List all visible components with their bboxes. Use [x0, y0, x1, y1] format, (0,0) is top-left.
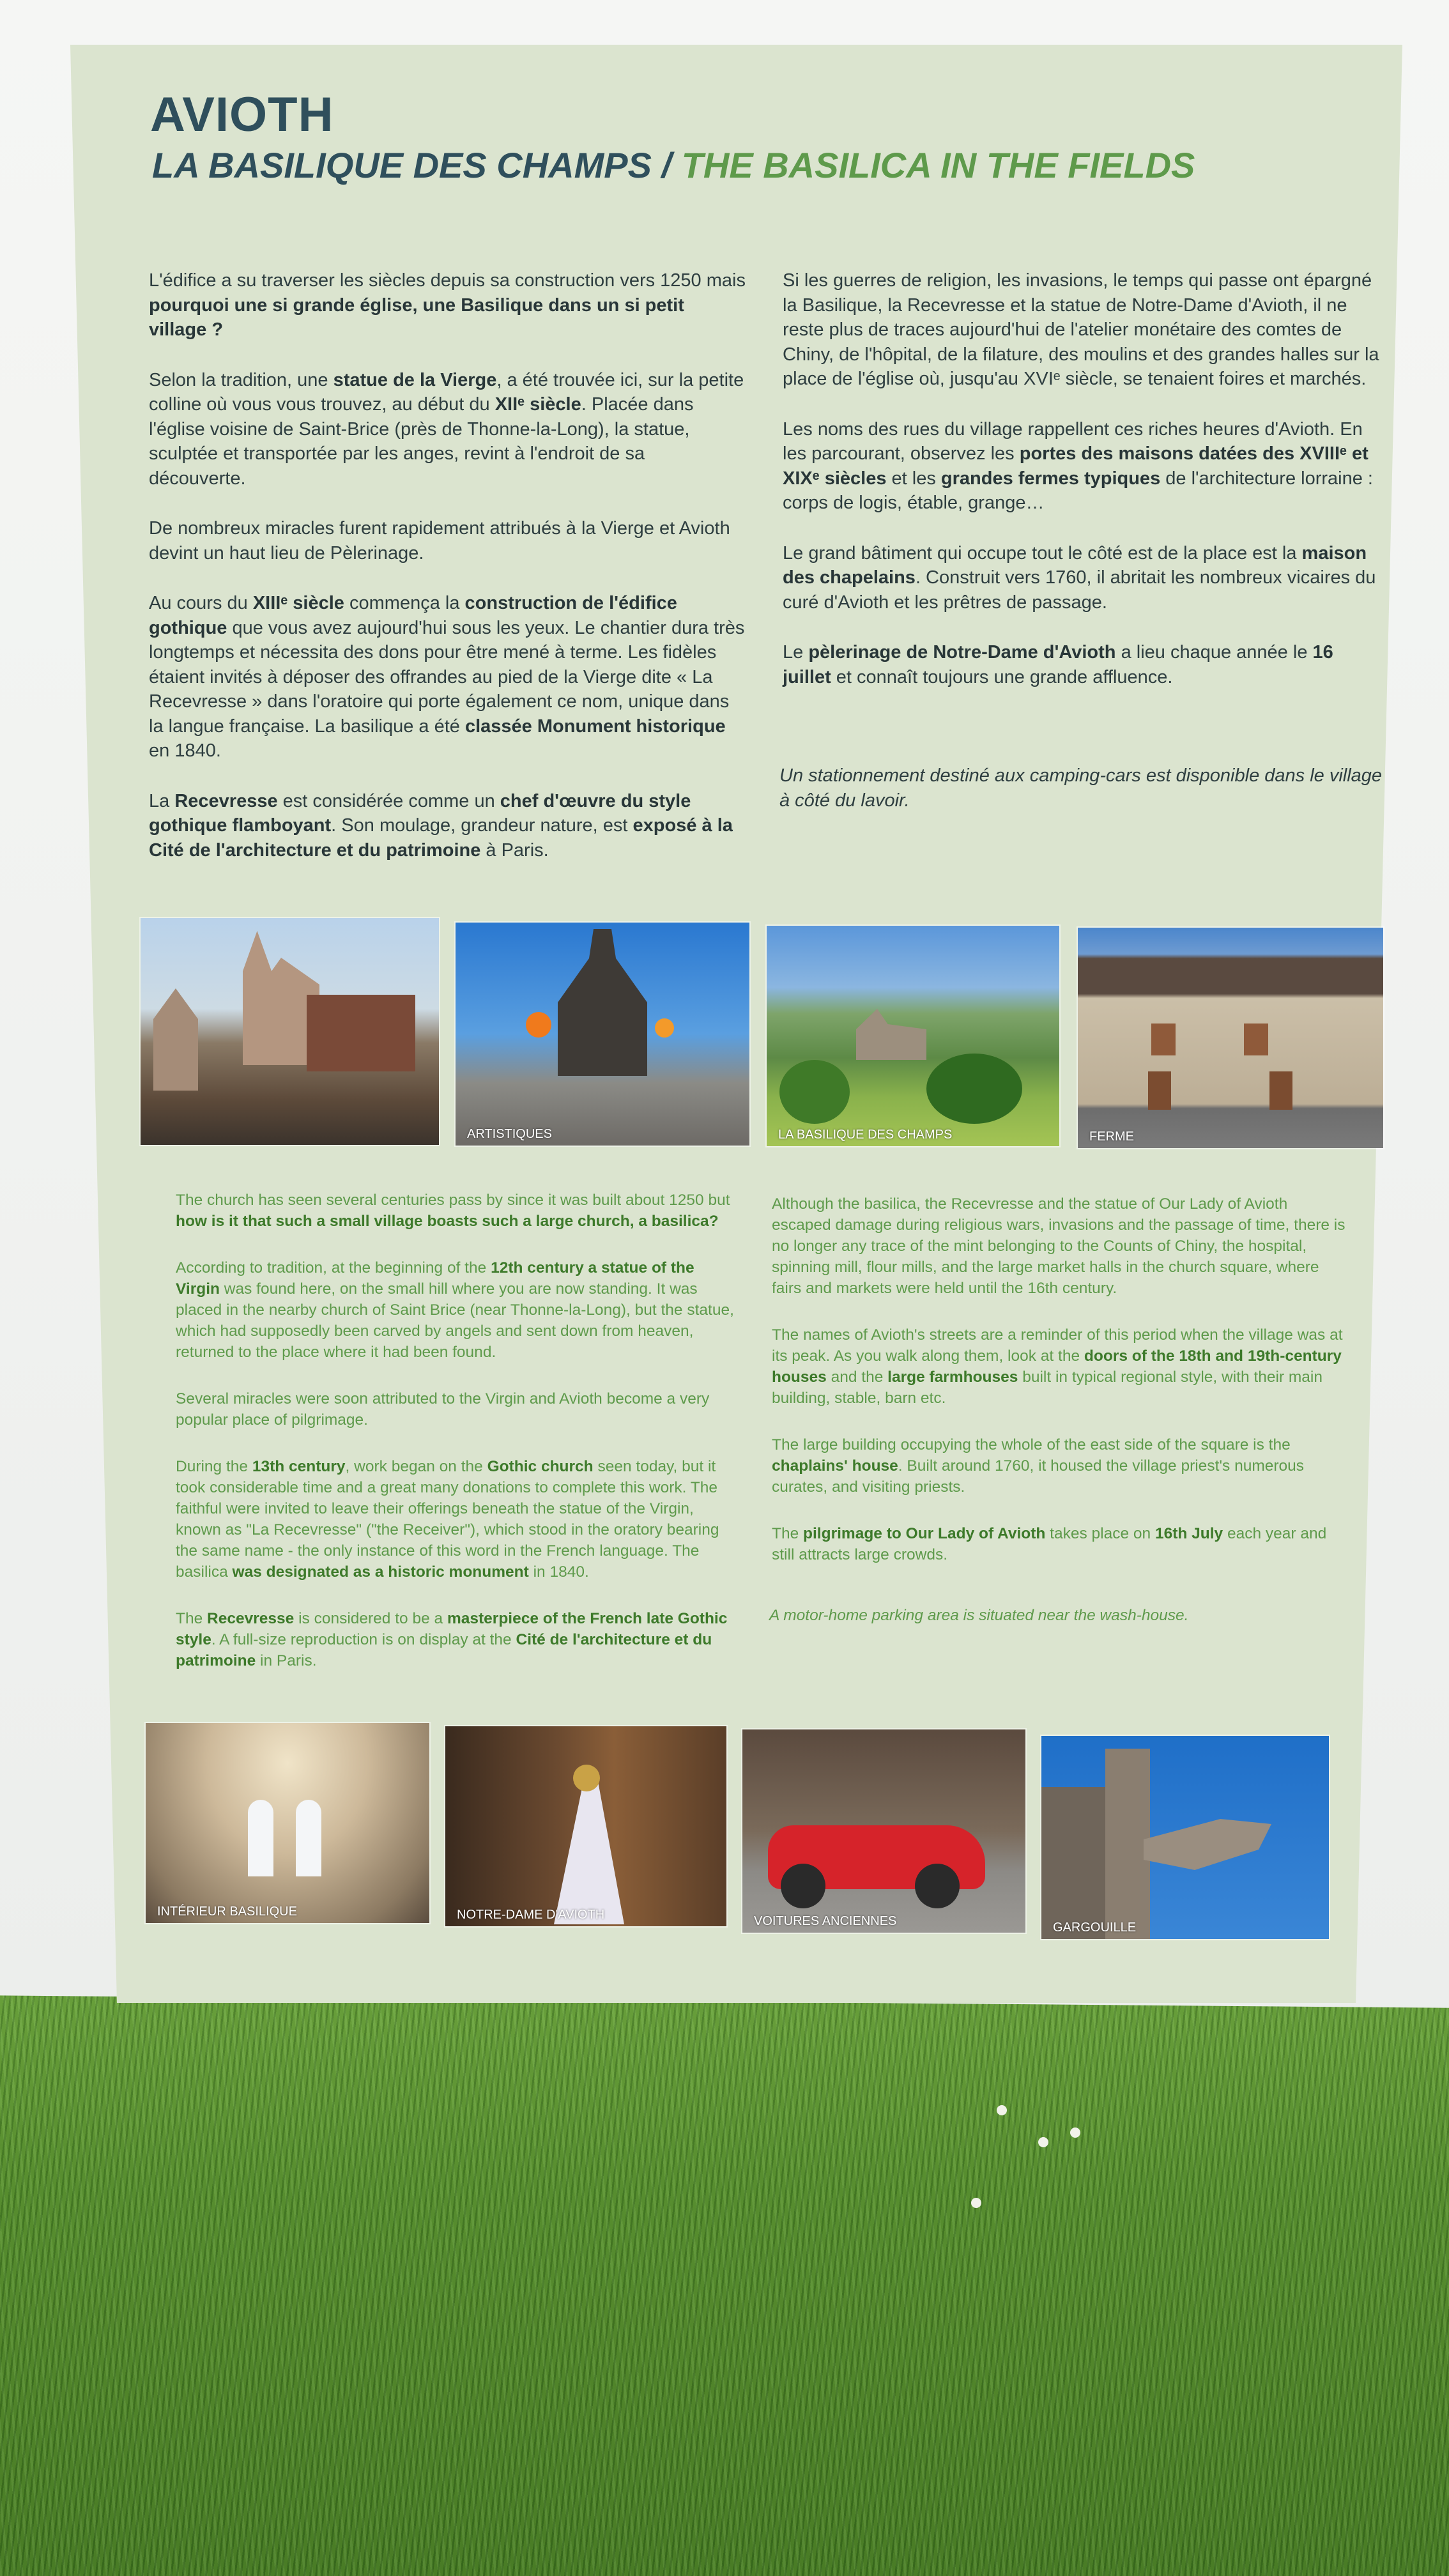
photo-market-basilica — [141, 918, 439, 1145]
text-paragraph: The large building occupying the whole of the east side of the square is the chaplains' house. Built around 1760, it housed the village priest's numerous curates, and visiting priests. — [772, 1436, 1305, 1496]
photo-caption: FERME — [1089, 1130, 1134, 1144]
text-paragraph: Although the basilica, the Recevresse and the statue of Our Lady of Avioth escaped damage during religious wars, invasions and the passage of time, there is no longer any trace of the mint belonging to the Counts of Chiny, the hospital, spinning mill, flour mills, and the large market halls in the church square, where fairs and markets were held until the 16th century. — [772, 1195, 1346, 1297]
text-paragraph: De nombreux miracles furent rapidement attribués à la Vierge et Avioth devint un haut lieu de Pèlerinage. — [149, 518, 730, 564]
daisy-flower — [1070, 2128, 1080, 2138]
text-paragraph: Les noms des rues du village rappellent ces riches heures d'Avioth. En les parcourant, observez les portes des maisons datées des XVIIIᵉ et XIXᵉ siècles et les grandes fermes typiques de l'architecture lorraine : corps de logis, étable, grange… — [783, 418, 1373, 513]
daisy-flower — [1038, 2137, 1048, 2147]
subtitle-separator: / — [651, 145, 682, 185]
grass-background — [0, 1981, 1449, 2576]
photo-caption: NOTRE-DAME D'AVIOTH — [457, 1908, 605, 1922]
page-subtitle — [152, 144, 1195, 186]
text-paragraph: Au cours du XIIIᵉ siècle commença la construction de l'édifice gothique que vous avez aujourd'hui sous les yeux. Le chantier dura très longtemps et nécessita des dons pour être mené à terme. Les fidèles étaient invités à déposer des offrandes au pied de la Vierge dite « La Recevresse » dans l'oratoire qui porte également ce nom, unique dans la langue française. La basilique a été classée Monument historique en 1840. — [149, 593, 745, 761]
photo-caption: LA BASILIQUE DES CHAMPS — [778, 1128, 953, 1142]
text-paragraph: The Recevresse is considered to be a masterpiece of the French late Gothic style. A full-size reproduction is on display at the Cité de l'architecture et du patrimoine in Paris. — [176, 1610, 728, 1669]
french-text-right — [783, 268, 1383, 715]
text-paragraph: The church has seen several centuries pass by since it was built about 1250 but how is it that such a small village boasts such a large church, a basilica? — [176, 1192, 730, 1230]
text-paragraph: L'édifice a su traverser les siècles depuis sa construction vers 1250 mais pourquoi une si grande église, une Basilique dans un si petit village ? — [149, 270, 746, 340]
text-paragraph: Le pèlerinage de Notre-Dame d'Avioth a lieu chaque année le 16 juillet et connaît toujours une grande affluence. — [783, 642, 1333, 687]
photo-caption: INTÉRIEUR BASILIQUE — [157, 1905, 297, 1919]
text-paragraph: The pilgrimage to Our Lady of Avioth takes place on 16th July each year and still attracts large crowds. — [772, 1525, 1327, 1563]
photo-interieur-basilique — [146, 1723, 429, 1923]
text-paragraph: Selon la tradition, une statue de la Vierge, a été trouvée ici, sur la petite colline où vous vous trouvez, au début du XIIᵉ siècle. Placée dans l'église voisine de Saint-Brice (près de Thonne-la-Long), la statue, sculptée et transportée par les anges, revint à l'endroit de sa découverte. — [149, 369, 744, 489]
text-paragraph: La Recevresse est considérée comme un chef d'œuvre du style gothique flamboyant. Son moulage, grandeur nature, est exposé à la Cité de l'architecture et du patrimoine à Paris. — [149, 790, 733, 861]
daisy-flower — [971, 2198, 981, 2208]
text-paragraph: The names of Avioth's streets are a reminder of this period when the village was at its peak. As you walk along them, look at the doors of the 18th and 19th-century houses and the large farmhouses built in typical regional style, with their main building, stable, barn etc. — [772, 1326, 1343, 1407]
photo-notre-dame-avioth — [445, 1726, 726, 1926]
photo-caption: VOITURES ANCIENNES — [754, 1914, 897, 1928]
subtitle-english: THE BASILICA IN THE FIELDS — [681, 145, 1195, 185]
photo-voitures-anciennes — [742, 1729, 1025, 1933]
page-title: AVIOTH — [150, 88, 334, 142]
text-paragraph: Le grand bâtiment qui occupe tout le côté est de la place est la maison des chapelains. Construit vers 1760, il abritait les nombreux vicaires du curé d'Avioth et les prêtres de passage. — [783, 542, 1376, 613]
french-text-left — [149, 268, 746, 888]
text-paragraph: According to tradition, at the beginning of the 12th century a statue of the Virgin was found here, on the small hill where you are now standing. It was placed in the nearby church of Saint Brice (near Thonne-la-Long), but the statue, which had supposedly been carved by angels and sent down from heaven, returned to the place where it had been found. — [176, 1259, 734, 1361]
photo-basilique-des-champs — [767, 926, 1059, 1146]
photo-gargouille — [1041, 1736, 1329, 1939]
text-paragraph: Several miracles were soon attributed to the Virgin and Avioth become a very popular place of pilgrimage. — [176, 1390, 710, 1429]
text-paragraph: During the 13th century, work began on the Gothic church seen today, but it took considerable time and a great many donations to complete this work. The faithful were invited to leave their offerings beneath the statue of the Virgin, known as "La Recevresse" ("the Receiver"), which stood in the oratory bearing the same name - the only instance of this word in the French language. The basilica was designated as a historic monument in 1840. — [176, 1458, 719, 1581]
photo-ferme — [1078, 928, 1383, 1148]
photo-artistiques — [456, 923, 749, 1146]
subtitle-french: LA BASILIQUE DES CHAMPS — [152, 145, 652, 185]
english-note: A motor-home parking area is situated near the wash-house. — [769, 1607, 1189, 1624]
photo-caption: GARGOUILLE — [1053, 1920, 1137, 1935]
daisy-flower — [997, 2105, 1007, 2115]
french-note: Un stationnement destiné aux camping-cars est disponible dans le village à côté du lavoir. — [779, 765, 1383, 811]
english-text-right — [772, 1193, 1350, 1591]
english-text-left — [176, 1190, 738, 1697]
photo-caption: ARTISTIQUES — [467, 1127, 552, 1141]
text-paragraph: Si les guerres de religion, les invasions, le temps qui passe ont épargné la Basilique, la Recevresse et la statue de Notre-Dame d'Avioth, il ne reste plus de traces aujourd'hui de l'atelier monétaire des comtes de Chiny, de l'hôpital, de la filature, des moulins et des grandes halles sur la place de l'église où, jusqu'au XVIᵉ siècle, se tenaient foires et marchés. — [783, 270, 1379, 389]
